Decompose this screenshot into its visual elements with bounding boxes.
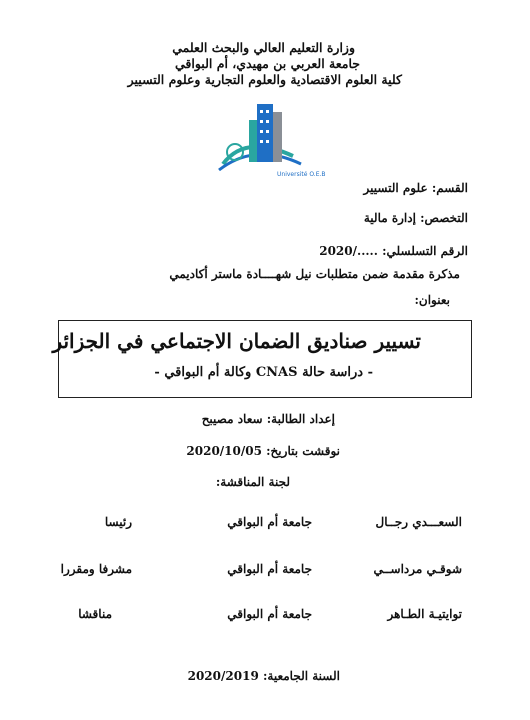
memo-statement: مذكرة مقدمة ضمن متطلبات نيل شهــــادة ماستر أكاديمي [169, 267, 460, 281]
member-role: مناقشا [78, 607, 112, 621]
thesis-subtitle: - دراسة حالة CNAS وكالة أم البواقي - [154, 365, 373, 380]
title-label: بعنوان: [414, 293, 450, 307]
member-university: جامعة أم البواقي [227, 515, 312, 529]
specialty: التخصص: إدارة مالية [363, 211, 468, 225]
ministry-line: وزارة التعليم العالي والبحث العلمي [172, 40, 355, 55]
student-name: إعداد الطالبة: سعاد مصيبح [201, 412, 335, 426]
defense-date: نوقشت بتاريخ: 2020/10/05 [186, 444, 340, 458]
member-role: مشرفا ومقررا [60, 562, 132, 576]
department: القسم: علوم التسيير [363, 181, 468, 195]
logo-caption: Université O.E.B [277, 171, 326, 178]
logo-tower [257, 104, 273, 162]
member-name: توايتيـة الطـاهر [387, 607, 462, 621]
member-university: جامعة أم البواقي [227, 607, 312, 621]
faculty-line: كلية العلوم الاقتصادية والعلوم التجارية وعلوم التسيير [127, 72, 402, 87]
thesis-title-box [52, 320, 472, 398]
university-logo [205, 94, 326, 180]
thesis-title: تسيير صناديق الضمان الاجتماعي في الجزائر [52, 329, 421, 353]
member-university: جامعة أم البواقي [227, 562, 312, 576]
university-line: جامعة العربي بن مهيدي، أم البواقي [174, 56, 360, 71]
committee-label: لجنة المناقشة: [215, 475, 290, 489]
member-name: شوقـي مرداســي [373, 562, 462, 576]
academic-year: السنة الجامعية: 2020/2019 [187, 669, 340, 683]
member-name: السعـــدي رجــال [375, 515, 462, 529]
member-role: رئيسا [104, 515, 132, 529]
serial-number: الرقم التسلسلي: ...../2020 [319, 244, 468, 258]
